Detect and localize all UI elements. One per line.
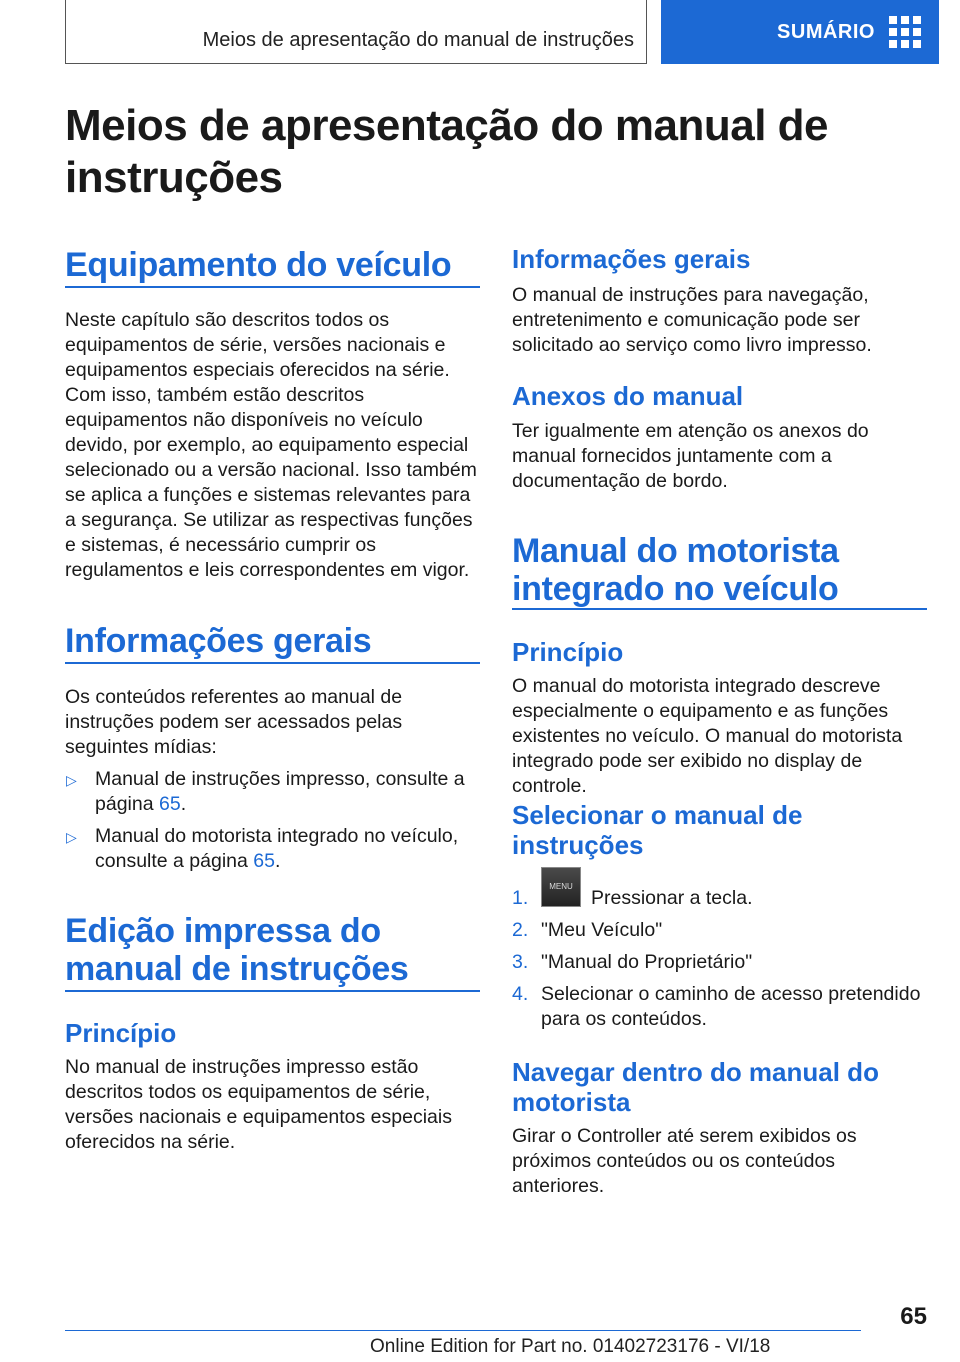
subsection-body-anexos: Ter igualmente em atenção os anexos do manual fornecidos juntamente com a documentação de bordo. [512, 420, 869, 492]
section-body-info-gerais: Os conteúdos referentes ao manual de instruções podem ser acessados pelas seguintes mídias: [65, 686, 403, 758]
subsection-title-info-gerais: Informações gerais [512, 244, 751, 274]
subsection-title-principio: Princípio [512, 637, 624, 667]
subsection-body-principio: O manual do motorista integrado descreve especialmente o equipamento e as funções existentes no veículo. O manual do motorista integrado pode ser exibido no display de controle. [512, 675, 903, 797]
page-title: Meios de apresentação do manual de instruções [65, 101, 829, 202]
sumario-button[interactable] [661, 0, 939, 64]
step-number: 3. [512, 951, 529, 973]
section-body-equipamento: Neste capítulo são descritos todos os equipamentos de série, versões nacionais e equipamentos especiais oferecidos na série. Com isso, também estão descritos equipamentos não disponíveis no veículo devido, por exemplo, ao equipamento especial selecionado ou a versão nacional. Isso também se aplica a funções e sistemas relevantes para a segurança. Se utilizar as respectivas funções e sistemas, é necessário cumprir os regulamentos e leis correspondentes em vigor. [65, 309, 477, 581]
bullet-triangle-icon: ▷ [66, 772, 77, 788]
list-item: Manual de instruções impresso, consulte a página 65. [95, 768, 465, 815]
section-title-edicao-impressa: Edição impressa do manual de instruções [65, 912, 409, 988]
subsection-title-principio: Princípio [65, 1018, 177, 1048]
header-title: Meios de apresentação do manual de instruções [202, 29, 634, 51]
bullet-triangle-icon: ▷ [66, 829, 77, 845]
section-rule [512, 608, 927, 610]
page-link[interactable]: 65 [158, 793, 181, 815]
footer-edition: Online Edition for Part no. 01402723176 - VI/18 [370, 1336, 771, 1357]
subsection-title-navegar: Navegar dentro do manual do motorista [512, 1057, 879, 1117]
section-title-info-gerais: Informações gerais [65, 622, 372, 660]
grid-icon [889, 16, 921, 48]
list-item: Manual do motorista integrado no veículo, consulte a página 65. [95, 825, 459, 872]
subsection-title-selecionar: Selecionar o manual de instruções [512, 800, 803, 860]
step-number: 2. [512, 919, 529, 941]
subsection-body-navegar: Girar o Controller até serem exibidos os próximos conteúdos ou os conteúdos anteriores. [512, 1125, 857, 1197]
step-number: 4. [512, 983, 529, 1005]
menu-key-icon: MENU [541, 867, 581, 907]
section-rule [65, 662, 480, 664]
section-rule [65, 990, 480, 992]
section-title-equipamento: Equipamento do veículo [65, 246, 452, 284]
sumario-label: SUMÁRIO [777, 20, 875, 43]
page-number: 65 [900, 1303, 927, 1330]
header-box [65, 0, 647, 64]
footer-rule [65, 1330, 861, 1331]
section-rule [65, 286, 480, 288]
step-text: Selecionar o caminho de acesso pretendido para os conteúdos. [541, 983, 921, 1030]
step-text: Pressionar a tecla. [591, 887, 753, 909]
step-text: "Manual do Proprietário" [541, 951, 753, 973]
page-link[interactable]: 65 [253, 850, 275, 872]
step-number: 1. [512, 887, 529, 909]
subsection-title-anexos: Anexos do manual [512, 381, 744, 411]
subsection-body-principio: No manual de instruções impresso estão descritos todos os equipamentos de série, versões nacionais e equipamentos especiais oferecidos na série. [65, 1056, 452, 1153]
subsection-body-info-gerais: O manual de instruções para navegação, entretenimento e comunicação pode ser solicitado ao serviço como livro impresso. [512, 284, 872, 356]
step-text: "Meu Veículo" [541, 919, 663, 941]
section-title-manual-motorista: Manual do motorista integrado no veículo [512, 532, 839, 608]
